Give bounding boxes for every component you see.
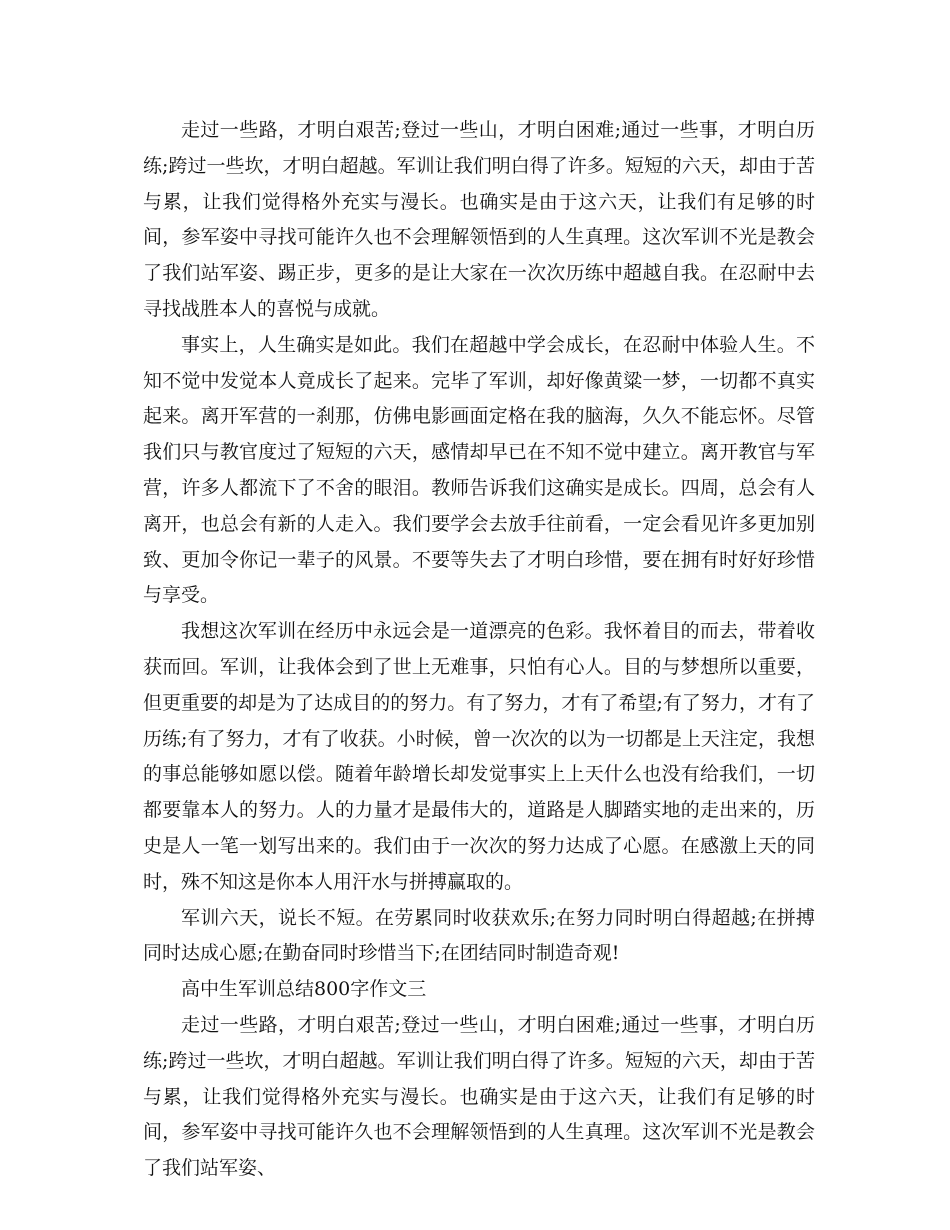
document-body — [143, 113, 815, 1187]
paragraph-4: 军训六天，说长不短。在劳累同时收获欢乐;在努力同时明白得超越;在拼搏同时达成心愿;在勤奋同时珍惜当下;在团结同时制造奇观! — [143, 906, 815, 965]
section-heading: 高中生军训总结800字作文三 — [181, 978, 427, 1001]
paragraph-3: 我想这次军训在经历中永远会是一道漂亮的色彩。我怀着目的而去，带着收获而回。军训，让我体会到了世上无难事，只怕有心人。目的与梦想所以重要，但更重要的却是为了达成目的的努力。有了努力，才有了希望;有了努力，才有了历练;有了努力，才有了收获。小时候，曾一次次的以为一切都是上天注定，我想的事总能够如愿以偿。随着年龄增长却发觉事实上上天什么也没有给我们，一切都要靠本人的努力。人的力量才是最伟大的，道路是人脚踏实地的走出来的，历史是人一笔一划写出来的。我们由于一次次的努力达成了心愿。在感激上天的同时，殊不知这是你本人用汗水与拼搏赢取的。 — [143, 620, 815, 893]
paragraph-5: 走过一些路，才明白艰苦;登过一些山，才明白困难;通过一些事，才明白历练;跨过一些坎，才明白超越。军训让我们明白得了许多。短短的六天，却由于苦与累，让我们觉得格外充实与漫长。也确实是由于这六天，让我们有足够的时间，参军姿中寻找可能许久也不会理解领悟到的人生真理。这次军训不光是教会了我们站军姿、 — [143, 1013, 815, 1180]
paragraph-1: 走过一些路，才明白艰苦;登过一些山，才明白困难;通过一些事，才明白历练;跨过一些坎，才明白超越。军训让我们明白得了许多。短短的六天，却由于苦与累，让我们觉得格外充实与漫长。也确实是由于这六天，让我们有足够的时间，参军姿中寻找可能许久也不会理解领悟到的人生真理。这次军训不光是教会了我们站军姿、踢正步，更多的是让大家在一次次历练中超越自我。在忍耐中去寻找战胜本人的喜悦与成就。 — [143, 119, 815, 320]
paragraph-2: 事实上，人生确实是如此。我们在超越中学会成长，在忍耐中体验人生。不知不觉中发觉本人竟成长了起来。完毕了军训，却好像黄粱一梦，一切都不真实起来。离开军营的一刹那，仿佛电影画面定格在我的脑海，久久不能忘怀。尽管我们只与教官度过了短短的六天，感情却早已在不知不觉中建立。离开教官与军营，许多人都流下了不舍的眼泪。教师告诉我们这确实是成长。四周，总会有人离开，也总会有新的人走入。我们要学会去放手往前看，一定会看见许多更加别致、更加令你记一辈子的风景。不要等失去了才明白珍惜，要在拥有时好好珍惜与享受。 — [143, 333, 815, 607]
